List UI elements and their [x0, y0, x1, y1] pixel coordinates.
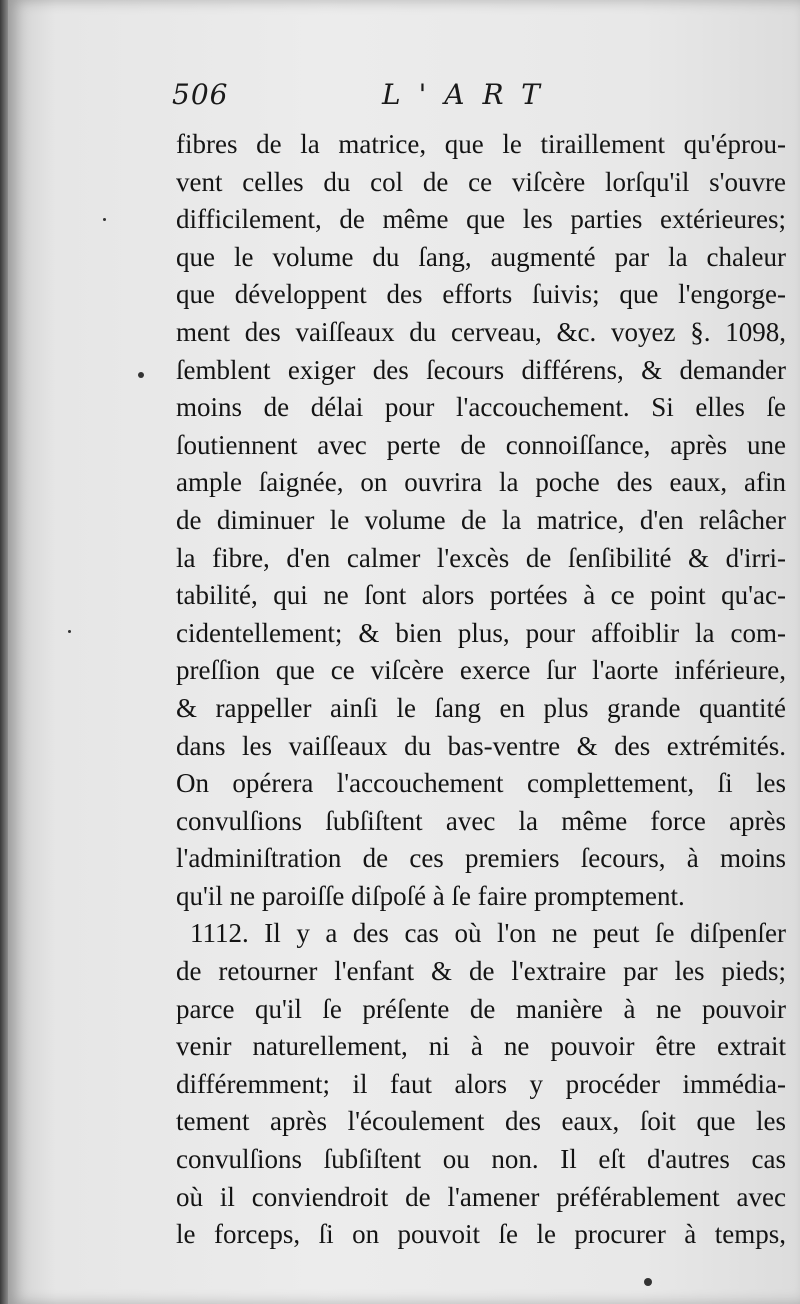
- paper-speck: [138, 372, 144, 378]
- text-line: où il conviendroit de l'amener préférablement avec: [176, 1181, 786, 1212]
- book-gutter-edge: [0, 0, 8, 1304]
- text-line: que développent des efforts ſuivis; que l'engorge-: [176, 279, 786, 310]
- text-line: que le volume du ſang, augmenté par la chaleur: [176, 241, 786, 272]
- text-line: On opérera l'accouchement complettement, ſi les: [176, 768, 786, 799]
- text-line: convulſions ſubſiſtent ou non. Il eſt d'autres cas: [176, 1144, 786, 1175]
- text-line: ſoutiennent avec perte de connoiſſance, après une: [176, 429, 786, 460]
- text-line: convulſions ſubſiſtent avec la même force après: [176, 805, 786, 836]
- text-line: cidentellement; & bien plus, pour affoiblir la com-: [176, 617, 786, 648]
- text-line: dans les vaiſſeaux du bas-ventre & des extrémités.: [176, 730, 786, 761]
- paper-speck: [644, 1278, 652, 1286]
- text-line: la fibre, d'en calmer l'excès de ſenſibilité & d'irri-: [176, 542, 786, 573]
- text-line: difficilement, de même que les parties extérieures;: [176, 204, 786, 235]
- text-line: vent celles du col de ce viſcère lorſqu'il s'ouvre: [176, 166, 786, 197]
- text-line: différemment; il faut alors y procéder immédia-: [176, 1068, 786, 1099]
- page-header: [172, 78, 772, 118]
- text-line: moins de délai pour l'accouchement. Si elles ſe: [176, 392, 786, 423]
- body-text: [176, 126, 786, 1254]
- text-line: tement après l'écoulement des eaux, ſoit que les: [176, 1106, 786, 1137]
- text-line: le forceps, ſi on pouvoit ſe le procurer à temps,: [176, 1219, 786, 1250]
- text-line: & rappeller ainſi le ſang en plus grande quantité: [176, 692, 786, 723]
- page-number: 506: [172, 78, 229, 111]
- running-title: L'ART: [382, 78, 558, 111]
- paragraph-start-line: 1112. Il y a des cas où l'on ne peut ſe diſpenſer: [190, 918, 786, 949]
- text-line: de retourner l'enfant & de l'extraire par les pieds;: [176, 956, 786, 987]
- text-line: de diminuer le volume de la matrice, d'en relâcher: [176, 504, 786, 535]
- text-line: ſemblent exiger des ſecours différens, & demander: [176, 354, 786, 385]
- text-line: tabilité, qui ne ſont alors portées à ce point qu'ac-: [176, 580, 786, 611]
- text-line: l'adminiſtration de ces premiers ſecours, à moins: [176, 843, 786, 874]
- paper-speck: [68, 630, 71, 633]
- paper-speck: [103, 218, 106, 221]
- text-line: ample ſaignée, on ouvrira la poche des eaux, afin: [176, 467, 786, 498]
- text-line: ment des vaiſſeaux du cerveau, &c. voyez §. 1098,: [176, 316, 786, 347]
- text-line: qu'il ne paroiſſe diſpoſé à ſe faire promptement.: [176, 880, 685, 911]
- text-line: preſſion que ce viſcère exerce ſur l'aorte inférieure,: [176, 655, 786, 686]
- text-line: fibres de la matrice, que le tiraillement qu'éprou-: [176, 129, 786, 159]
- text-line: venir naturellement, ni à ne pouvoir être extrait: [176, 1031, 786, 1062]
- text-line: parce qu'il ſe préſente de manière à ne pouvoir: [176, 993, 786, 1024]
